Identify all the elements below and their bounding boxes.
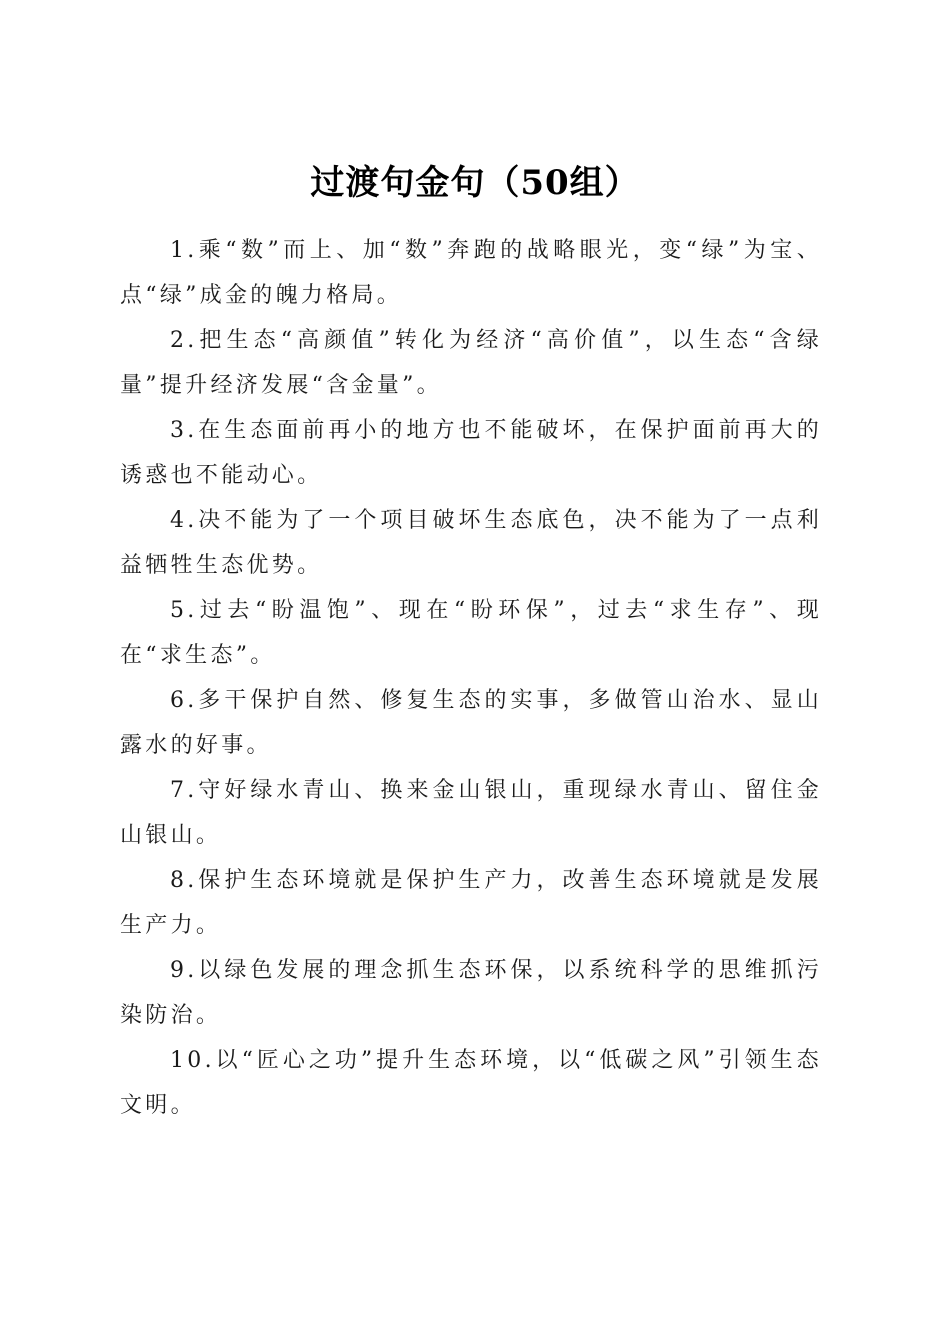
- document-body: [120, 228, 822, 1128]
- paragraph-8: 8.保护生态环境就是保护生产力，改善生态环境就是发展生产力。: [120, 868, 822, 938]
- page-title: 过渡句金句（50组）: [310, 162, 640, 203]
- paragraph-9: 9.以绿色发展的理念抓生态环保，以系统科学的思维抓污染防治。: [120, 958, 822, 1028]
- paragraph-2: 2.把生态“高颜值”转化为经济“高价值”，以生态“含绿量”提升经济发展“含金量”。: [120, 328, 822, 398]
- paragraph-6: 6.多干保护自然、修复生态的实事，多做管山治水、显山露水的好事。: [120, 688, 822, 758]
- paragraph-1: 1.乘“数”而上、加“数”奔跑的战略眼光，变“绿”为宝、点“绿”成金的魄力格局。: [120, 238, 822, 308]
- paragraph-4: 4.决不能为了一个项目破坏生态底色，决不能为了一点利益牺牲生态优势。: [120, 508, 822, 578]
- paragraph-5: 5.过去“盼温饱”、现在“盼环保”，过去“求生存”、现在“求生态”。: [120, 598, 822, 668]
- paragraph-7: 7.守好绿水青山、换来金山银山，重现绿水青山、留住金山银山。: [120, 778, 822, 848]
- paragraph-3: 3.在生态面前再小的地方也不能破坏，在保护面前再大的诱惑也不能动心。: [120, 418, 822, 488]
- paragraph-10: 10.以“匠心之功”提升生态环境，以“低碳之风”引领生态文明。: [120, 1048, 822, 1118]
